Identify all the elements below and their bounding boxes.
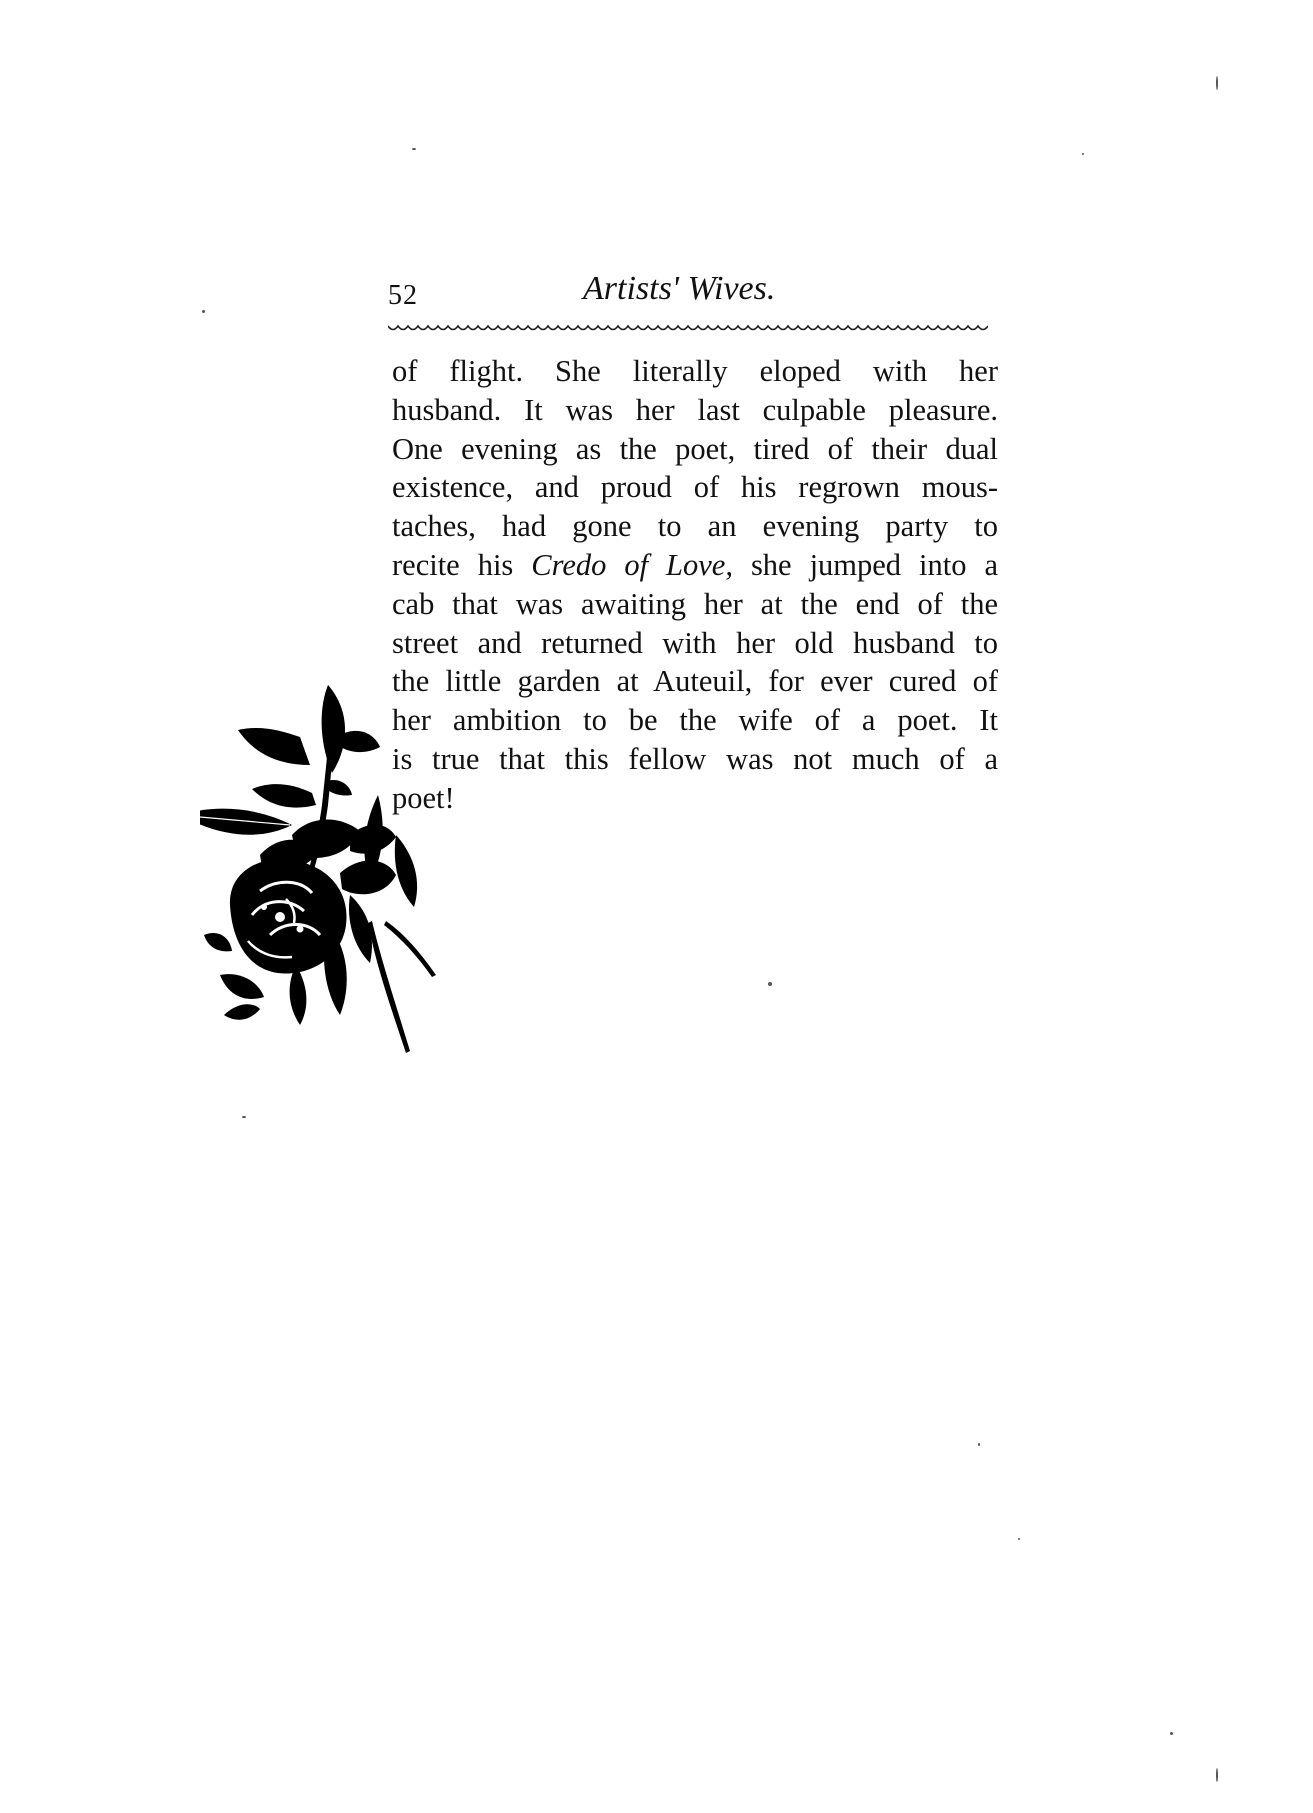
paper-speck (1018, 1538, 1020, 1540)
text-line: the little garden at Auteuil, for ever cured of (392, 664, 998, 699)
text-line: street and returned with her old husband to (392, 625, 998, 660)
paper-speck (412, 148, 416, 150)
text-line: poet! (392, 780, 455, 815)
text-line: taches, had gone to an evening party to (392, 509, 998, 544)
wavy-rule (388, 322, 988, 334)
paper-speck (1216, 1768, 1218, 1782)
running-head (388, 270, 988, 320)
paper-speck (1082, 153, 1084, 155)
poem-title: Credo of Love, (531, 547, 733, 582)
paper-speck (242, 1116, 246, 1118)
text-line: is true that this fellow was not much of a (392, 741, 998, 776)
text-line: of flight. She literally eloped with her (392, 354, 998, 388)
page-number: 52 (388, 280, 418, 311)
text-line: existence, and proud of his regrown mous- (392, 470, 998, 505)
text-line: cab that was awaiting her at the end of the (392, 586, 998, 621)
paper-speck (768, 982, 772, 986)
rose-spray-icon (200, 685, 520, 1055)
paper-speck (202, 310, 205, 313)
text-line (392, 546, 998, 585)
text-line: her ambition to be the wife of a poet. It (392, 703, 998, 738)
paper-speck (978, 1443, 980, 1446)
text-line: husband. It was her last culpable pleasure. (392, 392, 998, 427)
text-segment: she jumped into a (732, 547, 998, 582)
running-title: Artists' Wives. (583, 270, 776, 307)
text-segment: recite his (392, 547, 532, 582)
paper-speck (1170, 1732, 1173, 1735)
text-line: One evening as the poet, tired of their dual (392, 431, 998, 466)
paper-speck (1216, 76, 1218, 90)
